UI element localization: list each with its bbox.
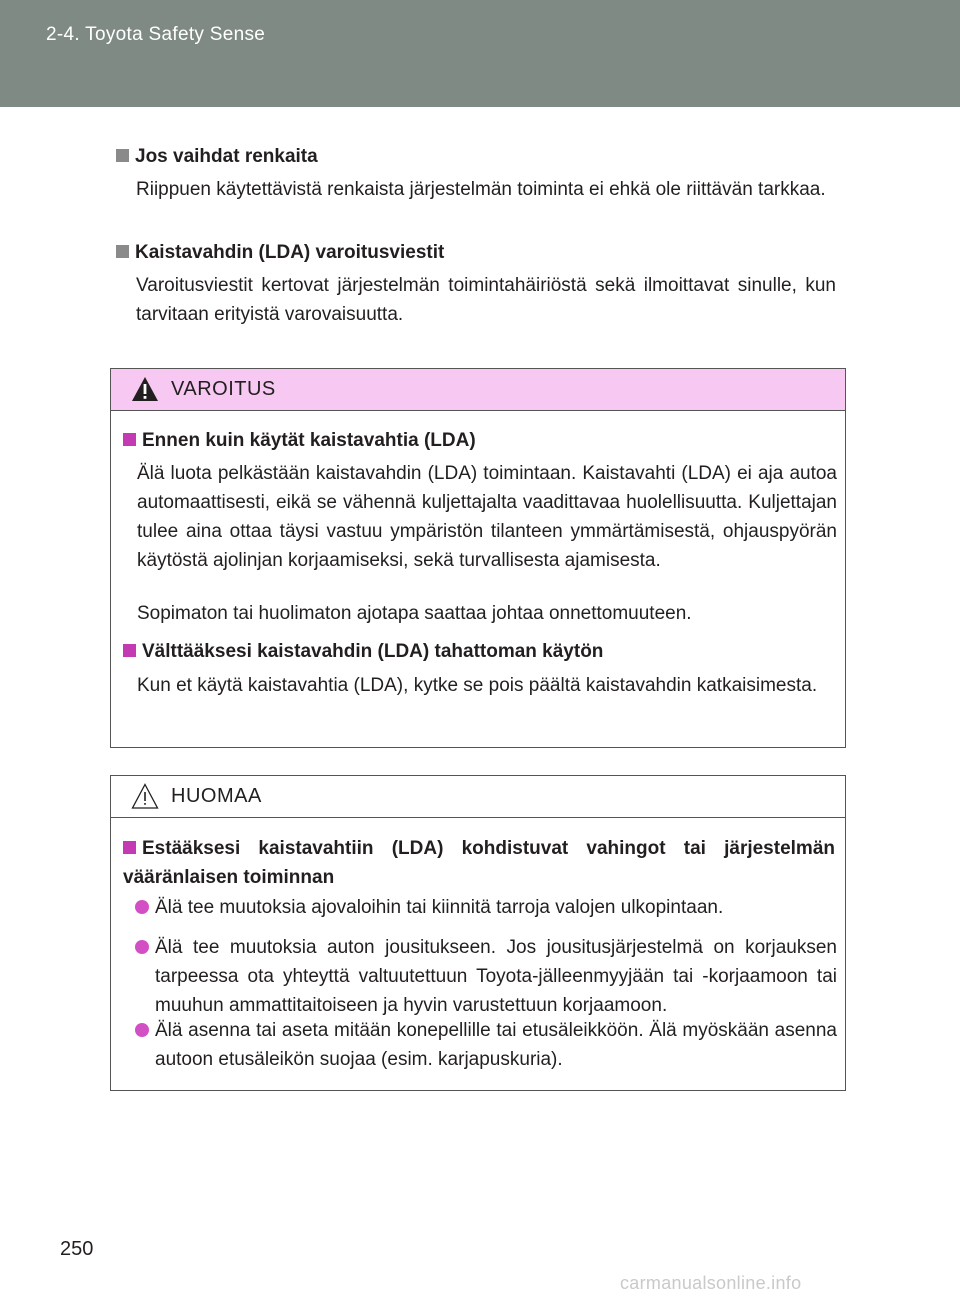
- watermark: carmanualsonline.info: [620, 1273, 802, 1293]
- bullet-dot-icon: [135, 940, 149, 954]
- square-bullet-icon: [116, 245, 129, 258]
- square-bullet-icon: [123, 841, 136, 854]
- square-bullet-icon: [116, 149, 129, 162]
- page-number: 250: [60, 1238, 94, 1260]
- intro-body-1: Riippuen käytettävistä renkaista järjestelmän toiminta ei ehkä ole riittävän tarkkaa.: [136, 179, 826, 200]
- notice-bullet-3: Älä asenna tai aseta mitään konepellille tai etusäleikköön. Älä myöskään asenna autoon etusäleikön suojaa (esim. karjapuskuria).: [155, 1020, 837, 1070]
- square-bullet-icon: [123, 644, 136, 657]
- warning-heading-1: Ennen kuin käytät kaistavahtia (LDA): [123, 430, 476, 452]
- bullet-dot-icon: [135, 900, 149, 914]
- warning-body-3: Kun et käytä kaistavahtia (LDA), kytke se pois päältä kaistavahdin katkaisimesta.: [137, 675, 818, 696]
- notice-box: [110, 775, 846, 1091]
- warning-heading-2: Välttääksesi kaistavahdin (LDA) tahattoman käytön: [123, 641, 603, 663]
- bullet-dot-icon: [135, 1023, 149, 1037]
- warning-title: VAROITUS: [171, 378, 276, 400]
- intro-heading-1: Jos vaihdat renkaita: [116, 146, 318, 168]
- section-title: 2-4. Toyota Safety Sense: [46, 24, 266, 45]
- notice-bullet-2: Älä tee muutoksia auton jousitukseen. Jos jousitusjärjestelmä on korjauksen tarpeessa ota yhteyttä valtuutettuun Toyota-jälleenmyyjään tai -korjaamoon tai muuhun ammattitaitoiseen ja hyvin varustettuun korjaamoon.: [155, 937, 837, 1016]
- warning-header: [111, 369, 845, 411]
- intro-heading-2: Kaistavahdin (LDA) varoitusviestit: [116, 242, 444, 264]
- intro-body-2: Varoitusviestit kertovat järjestelmän toimintahäiriöstä sekä ilmoittavat sinulle, kun tarvitaan erityistä varovaisuutta.: [136, 275, 836, 325]
- warning-body-2: Sopimaton tai huolimaton ajotapa saattaa johtaa onnettomuuteen.: [137, 603, 692, 624]
- header-band: [0, 0, 960, 107]
- square-bullet-icon: [123, 433, 136, 446]
- warning-box: [110, 368, 846, 748]
- notice-title: HUOMAA: [171, 785, 262, 807]
- warning-body-1: Älä luota pelkästään kaistavahdin (LDA) toimintaan. Kaistavahti (LDA) ei aja autoa automaattisesti, eikä se vähennä kuljettajalta vaadittavaa huolellisuutta. Kuljettajan tulee aina ottaa täysi vastuu ympäristön tilanteen ymmärtämisestä, ohjauspyörän käytöstä ajolinjan korjaamiseksi, sekä turvallisesta ajamisesta.: [137, 463, 837, 571]
- notice-bullet-1: Älä tee muutoksia ajovaloihin tai kiinnitä tarroja valojen ulkopintaan.: [155, 897, 724, 918]
- caution-triangle-icon: [131, 783, 159, 809]
- warning-triangle-icon: [131, 376, 159, 402]
- notice-heading: Estääksesi kaistavahtiin (LDA) kohdistuvat vahingot tai järjestelmän vääränlaisen toiminnan: [123, 838, 835, 888]
- notice-header: [111, 776, 845, 818]
